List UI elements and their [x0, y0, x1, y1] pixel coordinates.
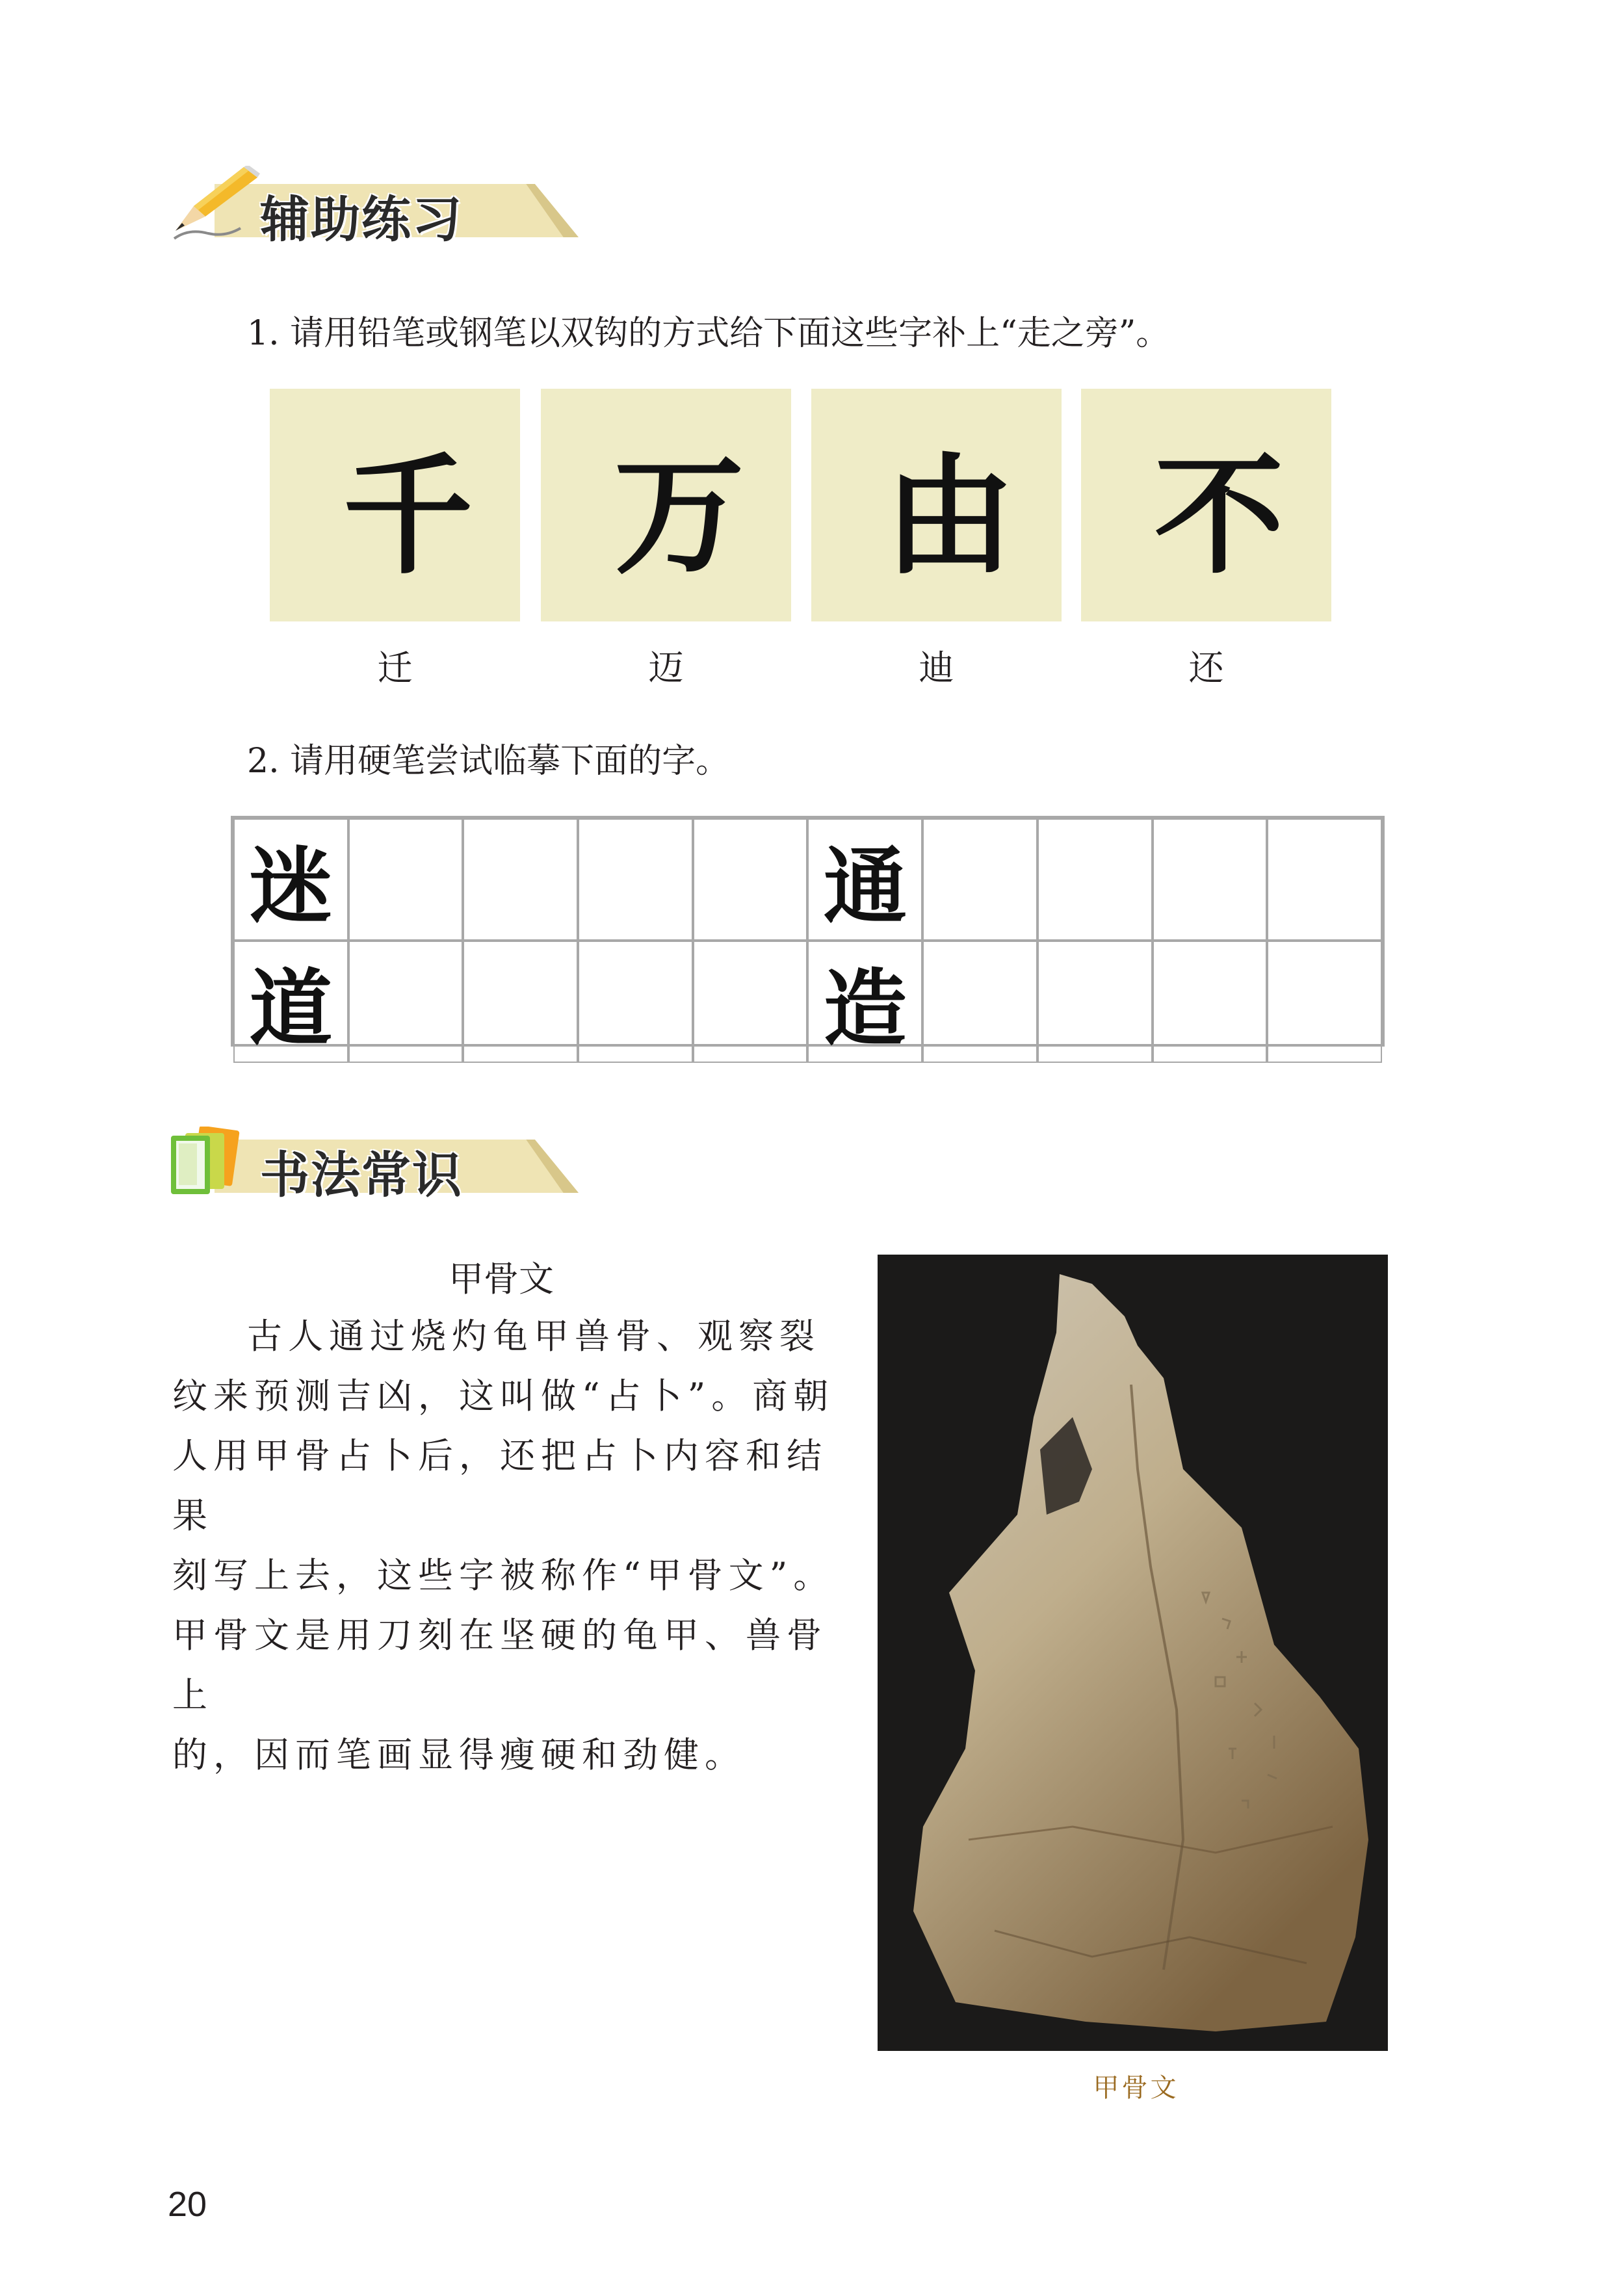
calligraphy-char: 万	[614, 440, 744, 592]
page-number: 20	[168, 2185, 207, 2224]
paragraph-line: 刻写上去，这些字被称作“甲骨文”。	[172, 1555, 835, 1596]
grid-cell[interactable]	[1267, 941, 1382, 1063]
grid-cell[interactable]	[1267, 818, 1382, 941]
books-icon	[166, 1127, 257, 1198]
pencil-icon	[163, 166, 273, 244]
grid-cell[interactable]	[578, 941, 693, 1063]
section-banner-knowledge	[163, 1121, 553, 1204]
paragraph-line: 人用甲骨占卜后，还把占卜内容和结果	[172, 1435, 828, 1536]
calligraphy-char: 千	[343, 440, 473, 592]
grid-cell[interactable]	[693, 818, 808, 941]
grid-cell[interactable]	[463, 941, 578, 1063]
photo-caption: 甲骨文	[1093, 2073, 1179, 2103]
char-label: 迈	[648, 647, 684, 688]
char-label: 还	[1188, 647, 1224, 688]
section-title: 书法常识	[260, 1146, 463, 1204]
char-label: 迁	[377, 647, 413, 688]
paragraph-line: 古人通过烧灼龟甲兽骨、观察裂	[247, 1316, 820, 1357]
practice-grid	[231, 816, 1385, 1058]
calligraphy-char: 由	[884, 440, 1015, 592]
char-label: 迪	[919, 647, 954, 688]
grid-cell[interactable]	[1037, 818, 1153, 941]
exercise-1-instruction: 1. 请用铅笔或钢笔以双钩的方式给下面这些字补上“走之旁”。	[247, 314, 1170, 353]
oracle-bone-photo	[878, 1255, 1388, 2051]
grid-cell[interactable]	[1037, 941, 1153, 1063]
grid-cell[interactable]	[1153, 941, 1268, 1063]
character-box	[541, 389, 791, 621]
grid-cell: 通	[807, 818, 922, 941]
grid-cell[interactable]	[578, 818, 693, 941]
oracle-bone-illustration	[878, 1255, 1388, 2051]
article-title: 甲骨文	[449, 1259, 554, 1299]
character-box	[811, 389, 1062, 621]
grid-cell[interactable]	[463, 818, 578, 941]
grid-cell[interactable]	[1153, 818, 1268, 941]
grid-cell[interactable]	[693, 941, 808, 1063]
paragraph-line: 的，因而笔画显得瘦硬和劲健。	[172, 1734, 746, 1775]
character-box	[270, 389, 520, 621]
article-paragraph	[172, 1307, 848, 1785]
grid-cell[interactable]	[922, 818, 1037, 941]
calligraphy-char: 不	[1154, 440, 1285, 592]
grid-cell: 造	[807, 941, 922, 1063]
paragraph-line: 甲骨文是用刀刻在坚硬的龟甲、兽骨上	[172, 1615, 828, 1715]
grid-cell: 道	[233, 941, 348, 1063]
exercise-2-instruction: 2. 请用硬笔尝试临摹下面的字。	[247, 742, 730, 781]
grid-cell[interactable]	[348, 818, 463, 941]
character-box	[1081, 389, 1331, 621]
section-banner-exercise	[163, 166, 553, 248]
grid-cell[interactable]	[348, 941, 463, 1063]
grid-cell: 迷	[233, 818, 348, 941]
paragraph-line: 纹来预测吉凶，这叫做“占卜”。商朝	[172, 1376, 835, 1416]
section-title: 辅助练习	[260, 190, 463, 248]
grid-cell[interactable]	[922, 941, 1037, 1063]
